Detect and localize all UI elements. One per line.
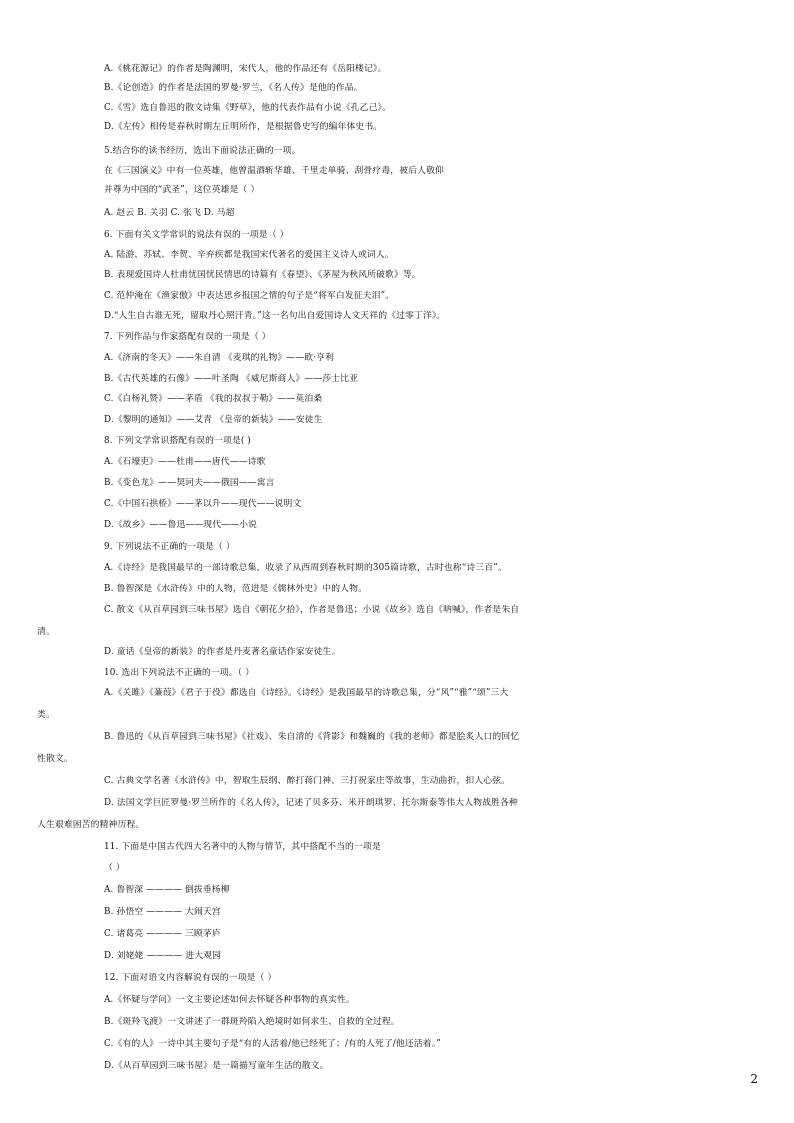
text-line: A. 陆游、苏轼、李贺、辛弃疾都是我国宋代著名的爱国主义诗人或词人。 [104,250,394,260]
text-line: 清。 [37,627,55,637]
text-line: A.《怀疑与学问》一文主要论述如何去怀疑各种事物的真实性。 [104,995,356,1005]
text-line: A.《石壕吏》——杜甫——唐代——诗歌 [104,457,266,467]
text-line: C.《中国石拱桥》——茅以升——现代——说明文 [104,499,302,509]
question-line: 6. 下面有关文学常识的说法有误的一项是（ ） [104,230,289,240]
page-number: 2 [750,1072,758,1086]
text-line: 类。 [37,710,55,720]
text-line: 并尊为中国的“武圣”，这位英雄是（ ） [104,185,260,195]
question-line: 8. 下列文学常识搭配有误的一项是( ) [104,436,252,446]
question-line: 12. 下面对语文内容解说有误的一项是（ ） [104,973,277,983]
text-line: C. 范仲淹在《渔家傲》中表达思乡报国之情的句子是“将军白发征夫泪”。 [104,291,395,301]
text-line: A.《济南的冬天》——朱自清 《麦琪的礼物》——欧·亨利 [104,353,335,363]
text-line: A. 鲁智深 ———— 倒拔垂杨柳 [104,885,230,895]
text-line: B. 鲁智深是《水浒传》中的人物，范进是《儒林外史》中的人物。 [104,584,368,594]
text-line: C.《有的人》一诗中其主要句子是“有的人活着/他已经死了；/有的人死了/他还活着。” [104,1039,441,1049]
text-line: D.《从百草园到三味书屋》是一篇描写童年生活的散文。 [104,1061,329,1071]
text-line: D.“人生自古谁无死，留取丹心照汗青。”这一名句出自爱国诗人文天祥的《过零丁洋》。 [104,311,446,321]
text-line: C. 诸葛亮 ———— 三顾茅庐 [104,929,221,939]
question-line: 10. 选出下列说法不正确的一项。（ ） [104,668,255,678]
text-line: D. 刘姥姥 ———— 进大观园 [104,951,222,961]
text-line: A. 赵云 B. 关羽 C. 张飞 D. 马超 [104,208,235,218]
text-line: D. 童话《皇帝的新装》的作者是丹麦著名童话作家安徒生。 [104,647,341,657]
text-line: C. 古典文学名著《水浒传》中，智取生辰纲、醉打蒋门神、三打祝家庄等故事，生动曲折，扣人心弦。 [104,776,511,786]
text-line: （ ） [104,863,125,873]
text-line: D. 法国文学巨匠罗曼·罗兰所作的《名人传》，记述了贝多芬、米开朗琪罗、托尔斯泰等伟大人物战胜各种 [104,798,518,808]
text-line: C. 散文《从百草园到三味书屋》选自《朝花夕拾》，作者是鲁迅；小说《故乡》选自《呐喊》，作者是朱自 [104,605,520,615]
text-line: C.《白杨礼赞》——茅盾 《我的叔叔于勒》——莫泊桑 [104,394,323,404]
text-line: B.《古代英雄的石像》——叶圣陶 《威尼斯商人》——莎士比亚 [104,374,359,384]
text-line: B. 孙悟空 ———— 大闹天宫 [104,907,221,917]
text-line: B. 表现爱国诗人杜甫忧国忧民情思的诗篇有《春望》、《茅屋为秋风所破歌》等。 [104,270,421,280]
text-line: 性散文。 [37,754,73,764]
text-line: C.《雪》选自鲁迅的散文诗集《野草》，他的代表作品有小说《孔乙己》。 [104,103,392,113]
text-line: B.《论创造》的作者是法国的罗曼·罗兰，《名人传》是他的作品。 [104,83,363,93]
question-line: 11. 下面是中国古代四大名著中的人物与情节，其中搭配不当的一项是 [104,842,381,852]
text-line: 人生艰难困苦的精神历程。 [37,820,145,830]
text-line: A.《诗经》是我国最早的一部诗歌总集，收录了从西周到春秋时期的305篇诗歌，古时也称“诗三百”。 [104,563,507,573]
text-line: A.《关雎》《蒹葭》《君子于役》都选自《诗经》。《诗经》是我国最早的诗歌总集，分“风”“雅”“颂”三大 [104,688,509,698]
text-line: B. 鲁迅的《从百草园到三味书屋》《社戏》、朱自清的《背影》和魏巍的《我的老师》都是脍炙人口的回忆 [104,732,520,742]
text-line: D.《左传》相传是春秋时期左丘明所作，是根据鲁史写的编年体史书。 [104,122,383,132]
question-line: 9. 下列说法不正确的一项是（ ） [104,542,235,552]
text-line: D.《故乡》——鲁迅——现代——小说 [104,520,257,530]
text-line: B.《斑羚飞渡》一文讲述了一群斑羚陷入绝境时如何求生、自救的全过程。 [104,1017,400,1027]
text-line: A.《桃花源记》的作者是陶渊明，宋代人，他的作品还有《岳阳楼记》。 [104,64,387,74]
text-line: 在《三国演义》中有一位英雄，他曾温酒斩华雄、千里走单骑、刮骨疗毒，被后人敬仰 [104,166,444,176]
question-line: 5.结合你的读书经历，选出下面说法正确的一项。 [104,146,301,156]
text-line: B.《变色龙》——契诃夫——俄国——寓言 [104,478,275,488]
text-line: D.《黎明的通知》——艾青 《皇帝的新装》——安徒生 [104,415,323,425]
question-line: 7. 下列作品与作家搭配有误的一项是（ ） [104,332,271,342]
